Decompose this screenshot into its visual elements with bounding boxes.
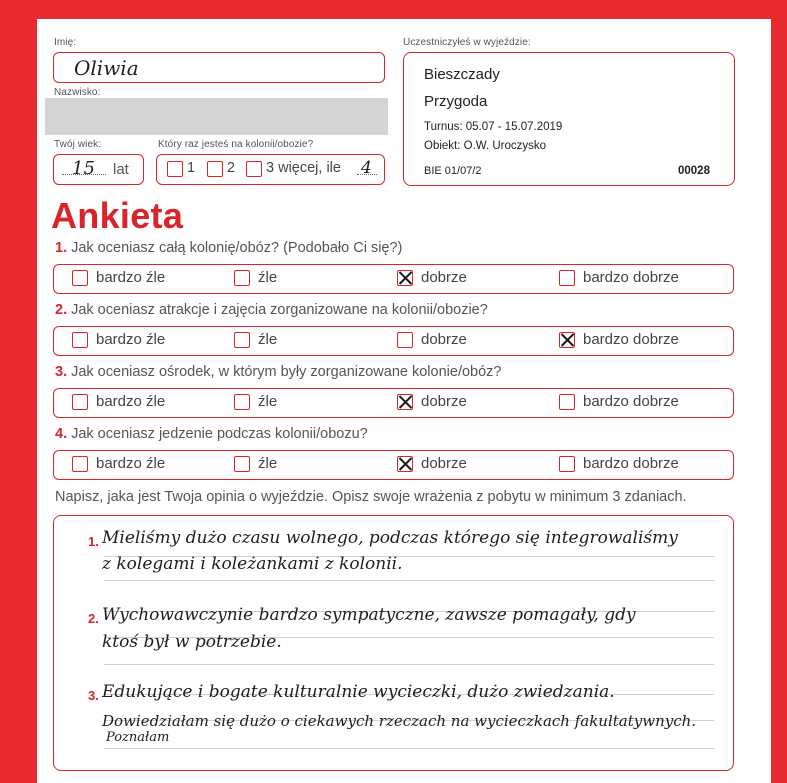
- q2-checkbox-bardzo-dobrze[interactable]: [559, 332, 575, 348]
- question-1-text: Jak oceniasz całą kolonię/obóz? (Podobało Ci się?): [71, 240, 403, 256]
- surname-redacted: [45, 98, 388, 135]
- question-3-text: Jak oceniasz ośrodek, w którym były zorganizowane kolonie/obóz?: [71, 364, 502, 380]
- q1-checkbox-dobrze[interactable]: [397, 270, 413, 286]
- camp-info-box: [403, 52, 735, 186]
- camp-subtitle: Przygoda: [424, 93, 488, 110]
- camp-number: 00028: [678, 165, 710, 177]
- opinion-3-strikethrough: [102, 712, 235, 730]
- q1-checkbox-bardzo-zle[interactable]: [72, 270, 88, 286]
- question-4-number: 4.: [55, 426, 68, 442]
- question-1: [55, 240, 402, 256]
- age-field[interactable]: [53, 154, 144, 185]
- first-name-field[interactable]: [53, 52, 385, 83]
- times-checkbox-2[interactable]: [207, 161, 223, 177]
- q3-option-dobrze: dobrze: [421, 393, 467, 410]
- first-name-label: Imię:: [54, 37, 77, 48]
- age-unit: lat: [113, 161, 129, 178]
- q2-option-bardzo-dobrze: bardzo dobrze: [583, 331, 679, 348]
- q2-option-zle: źle: [258, 331, 278, 348]
- q4-option-zle: źle: [258, 455, 278, 472]
- q1-option-dobrze: dobrze: [421, 269, 467, 286]
- age-label: Twój wiek:: [54, 139, 102, 150]
- question-4: [55, 426, 368, 442]
- times-field: [156, 154, 385, 185]
- opinion-3-correction: Poznałam: [106, 730, 170, 745]
- q1-option-bardzo-zle: bardzo źle: [96, 269, 166, 286]
- q1-option-zle: źle: [258, 269, 278, 286]
- times-checkbox-3[interactable]: [246, 161, 262, 177]
- q4-option-dobrze: dobrze: [421, 455, 467, 472]
- camp-venue: Obiekt: O.W. Uroczysko: [424, 140, 547, 152]
- opinion-box[interactable]: [53, 515, 734, 771]
- question-2-answers: [53, 326, 734, 356]
- times-option-3: 3 więcej, ile: [266, 160, 341, 176]
- q4-option-bardzo-dobrze: bardzo dobrze: [583, 455, 679, 472]
- times-checkbox-1[interactable]: [167, 161, 183, 177]
- q3-option-bardzo-dobrze: bardzo dobrze: [583, 393, 679, 410]
- q4-checkbox-bardzo-dobrze[interactable]: [559, 456, 575, 472]
- question-2: [55, 302, 488, 318]
- ruled-line: [104, 664, 714, 665]
- opinion-2-number: 2.: [88, 611, 99, 626]
- q4-checkbox-bardzo-zle[interactable]: [72, 456, 88, 472]
- q3-checkbox-bardzo-zle[interactable]: [72, 394, 88, 410]
- question-2-text: Jak oceniasz atrakcje i zajęcia zorganizowane na kolonii/obozie?: [71, 302, 488, 318]
- q3-checkbox-zle[interactable]: [234, 394, 250, 410]
- question-4-text: Jak oceniasz jedzenie podczas kolonii/obozu?: [71, 426, 368, 442]
- ruled-line: [104, 748, 714, 749]
- question-3-number: 3.: [55, 364, 68, 380]
- question-2-number: 2.: [55, 302, 68, 318]
- q2-checkbox-bardzo-zle[interactable]: [72, 332, 88, 348]
- q1-checkbox-zle[interactable]: [234, 270, 250, 286]
- times-count: 4: [361, 158, 372, 178]
- q2-checkbox-zle[interactable]: [234, 332, 250, 348]
- survey-title: Ankieta: [51, 195, 184, 236]
- ruled-line: [104, 580, 714, 581]
- question-3: [55, 364, 501, 380]
- first-name-value: Oliwia: [74, 56, 139, 80]
- question-4-answers: [53, 450, 734, 480]
- q3-checkbox-dobrze[interactable]: [397, 394, 413, 410]
- times-label: Który raz jesteś na kolonii/obozie?: [158, 139, 314, 150]
- opinion-1-line-1: Mieliśmy dużo czasu wolnego, podczas którego się integrowaliśmy: [102, 528, 678, 548]
- times-option-2: 2: [227, 160, 236, 176]
- q1-option-bardzo-dobrze: bardzo dobrze: [583, 269, 679, 286]
- opinion-1-number: 1.: [88, 534, 99, 549]
- opinion-prompt: Napisz, jaka jest Twoja opinia o wyjeździe. Opisz swoje wrażenia z pobytu w minimum 3 zdaniach.: [55, 489, 687, 505]
- opinion-3-line-2: Dowiedziałam się dużo o ciekawych rzeczach na wycieczkach fakultatywnych.: [102, 712, 697, 730]
- opinion-3-number: 3.: [88, 688, 99, 703]
- q4-checkbox-dobrze[interactable]: [397, 456, 413, 472]
- q3-option-zle: źle: [258, 393, 278, 410]
- q2-checkbox-dobrze[interactable]: [397, 332, 413, 348]
- question-3-answers: [53, 388, 734, 418]
- question-1-number: 1.: [55, 240, 68, 256]
- survey-sheet: [37, 19, 771, 783]
- q4-checkbox-zle[interactable]: [234, 456, 250, 472]
- camp-code: BIE 01/07/2: [424, 165, 482, 177]
- q2-option-bardzo-zle: bardzo źle: [96, 331, 166, 348]
- age-value: 15: [72, 158, 95, 179]
- question-1-answers: [53, 264, 734, 294]
- surname-label: Nazwisko:: [54, 87, 101, 98]
- q3-checkbox-bardzo-dobrze[interactable]: [559, 394, 575, 410]
- camp-name: Bieszczady: [424, 66, 500, 83]
- times-option-1: 1: [187, 160, 196, 176]
- opinion-2-line-2: ktoś był w potrzebie.: [102, 632, 282, 652]
- q1-checkbox-bardzo-dobrze[interactable]: [559, 270, 575, 286]
- opinion-3-line-1: Edukujące i bogate kulturalnie wycieczki, dużo zwiedzania.: [102, 682, 615, 702]
- q3-option-bardzo-zle: bardzo źle: [96, 393, 166, 410]
- q2-option-dobrze: dobrze: [421, 331, 467, 348]
- camp-term: Turnus: 05.07 - 15.07.2019: [424, 121, 563, 133]
- opinion-2-line-1: Wychowawczynie bardzo sympatyczne, zawsze pomagały, gdy: [102, 605, 636, 625]
- opinion-1-line-2: z kolegami i koleżankami z kolonii.: [102, 554, 403, 574]
- participant-label: Uczestniczyłeś w wyjeździe:: [403, 37, 531, 48]
- q4-option-bardzo-zle: bardzo źle: [96, 455, 166, 472]
